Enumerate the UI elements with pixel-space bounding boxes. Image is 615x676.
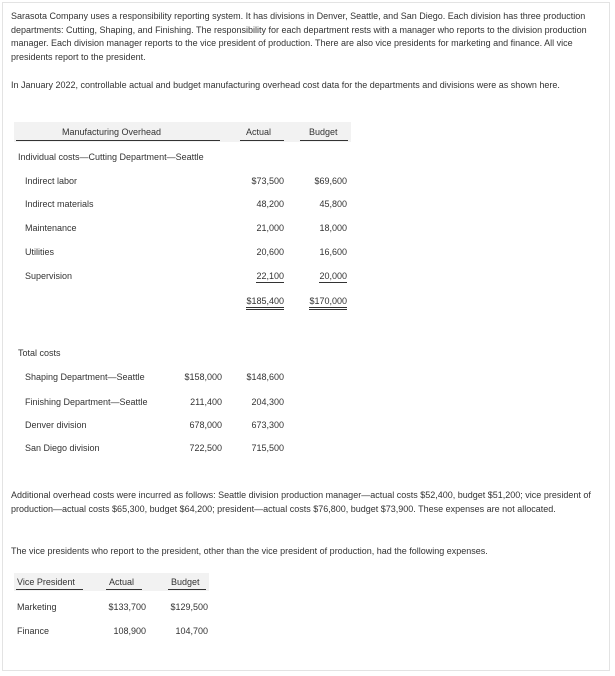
- header-underline-item: [16, 140, 220, 141]
- total-row-label: San Diego division: [25, 443, 100, 453]
- row-label: Maintenance: [25, 223, 77, 233]
- vp-header-underline-budget: [168, 589, 206, 590]
- vp-header-budget: Budget: [171, 577, 200, 587]
- additional-costs-note: Additional overhead costs were incurred as follows: Seattle division production manager—actual costs $52,400, budget $51,200; vice president of production—actual costs $65,300, budget $64,200; president—actual costs $76,800, budget $73,900. These expenses are not allocated.: [11, 490, 591, 514]
- header-manufacturing-overhead: Manufacturing Overhead: [62, 127, 162, 137]
- header-budget: Budget: [309, 127, 338, 137]
- total-row-actual: 211,400: [190, 397, 222, 407]
- total-costs-label: Total costs: [18, 348, 61, 358]
- vp-header-underline-actual: [106, 589, 142, 590]
- vp-note: The vice presidents who report to the president, other than the vice president of production, had the following expenses.: [11, 546, 488, 556]
- january-note: In January 2022, controllable actual and budget manufacturing overhead cost data for the departments and divisions were as shown here.: [11, 80, 560, 90]
- problem-frame: [2, 2, 610, 671]
- total-row-budget: 204,300: [251, 397, 284, 407]
- total-row-actual: $158,000: [184, 372, 222, 382]
- vp-header-underline-vp: [16, 589, 83, 590]
- total-row-label: Finishing Department—Seattle: [25, 397, 148, 407]
- header-underline-budget: [300, 140, 348, 141]
- subtotal-actual: $185,400: [246, 296, 284, 310]
- row-actual: 22,100: [256, 271, 284, 281]
- total-row-budget: 673,300: [251, 420, 284, 430]
- vp-header-vice-president: Vice President: [17, 577, 75, 587]
- row-budget: 16,600: [319, 247, 347, 257]
- total-row-actual: 722,500: [189, 443, 222, 453]
- vp-row-label: Marketing: [17, 602, 57, 612]
- row-actual: 21,000: [256, 223, 284, 233]
- row-budget: 18,000: [319, 223, 347, 233]
- row-actual: $73,500: [251, 176, 284, 186]
- vp-row-budget: $129,500: [170, 602, 208, 612]
- row-label: Supervision: [25, 271, 73, 281]
- row-label: Indirect materials: [25, 199, 94, 209]
- row-actual: 48,200: [256, 199, 284, 209]
- total-row-actual: 678,000: [189, 420, 222, 430]
- row-label: Utilities: [25, 247, 55, 257]
- header-underline-actual: [240, 140, 284, 141]
- row-budget: $69,600: [314, 176, 347, 186]
- row-budget: 20,000: [319, 271, 347, 281]
- vp-row-actual: $133,700: [108, 602, 146, 612]
- total-row-budget: 715,500: [251, 443, 284, 453]
- total-row-label: Shaping Department—Seattle: [25, 372, 145, 382]
- vp-row-budget: 104,700: [175, 626, 208, 636]
- individual-costs-label: Individual costs—Cutting Department—Seattle: [18, 152, 204, 162]
- vp-header-actual: Actual: [109, 577, 135, 587]
- vp-row-actual: 108,900: [113, 626, 146, 636]
- total-row-label: Denver division: [25, 420, 87, 430]
- header-actual: Actual: [246, 127, 272, 137]
- row-actual: 20,600: [256, 247, 284, 257]
- vp-row-label: Finance: [17, 626, 50, 636]
- row-label: Indirect labor: [25, 176, 78, 186]
- row-budget: 45,800: [319, 199, 347, 209]
- total-row-budget: $148,600: [246, 372, 284, 382]
- intro-paragraph: Sarasota Company uses a responsibility reporting system. It has divisions in Denver, Seattle, and San Diego. Each division has three production departments: Cutting, Shaping, and Finishing. The responsibility for each department rests with a manager who reports to the division production manager. Each division manager reports to the vice president of production. There are also vice presidents for marketing and finance. All vice presidents report to the president.: [11, 11, 587, 62]
- subtotal-budget: $170,000: [309, 296, 347, 310]
